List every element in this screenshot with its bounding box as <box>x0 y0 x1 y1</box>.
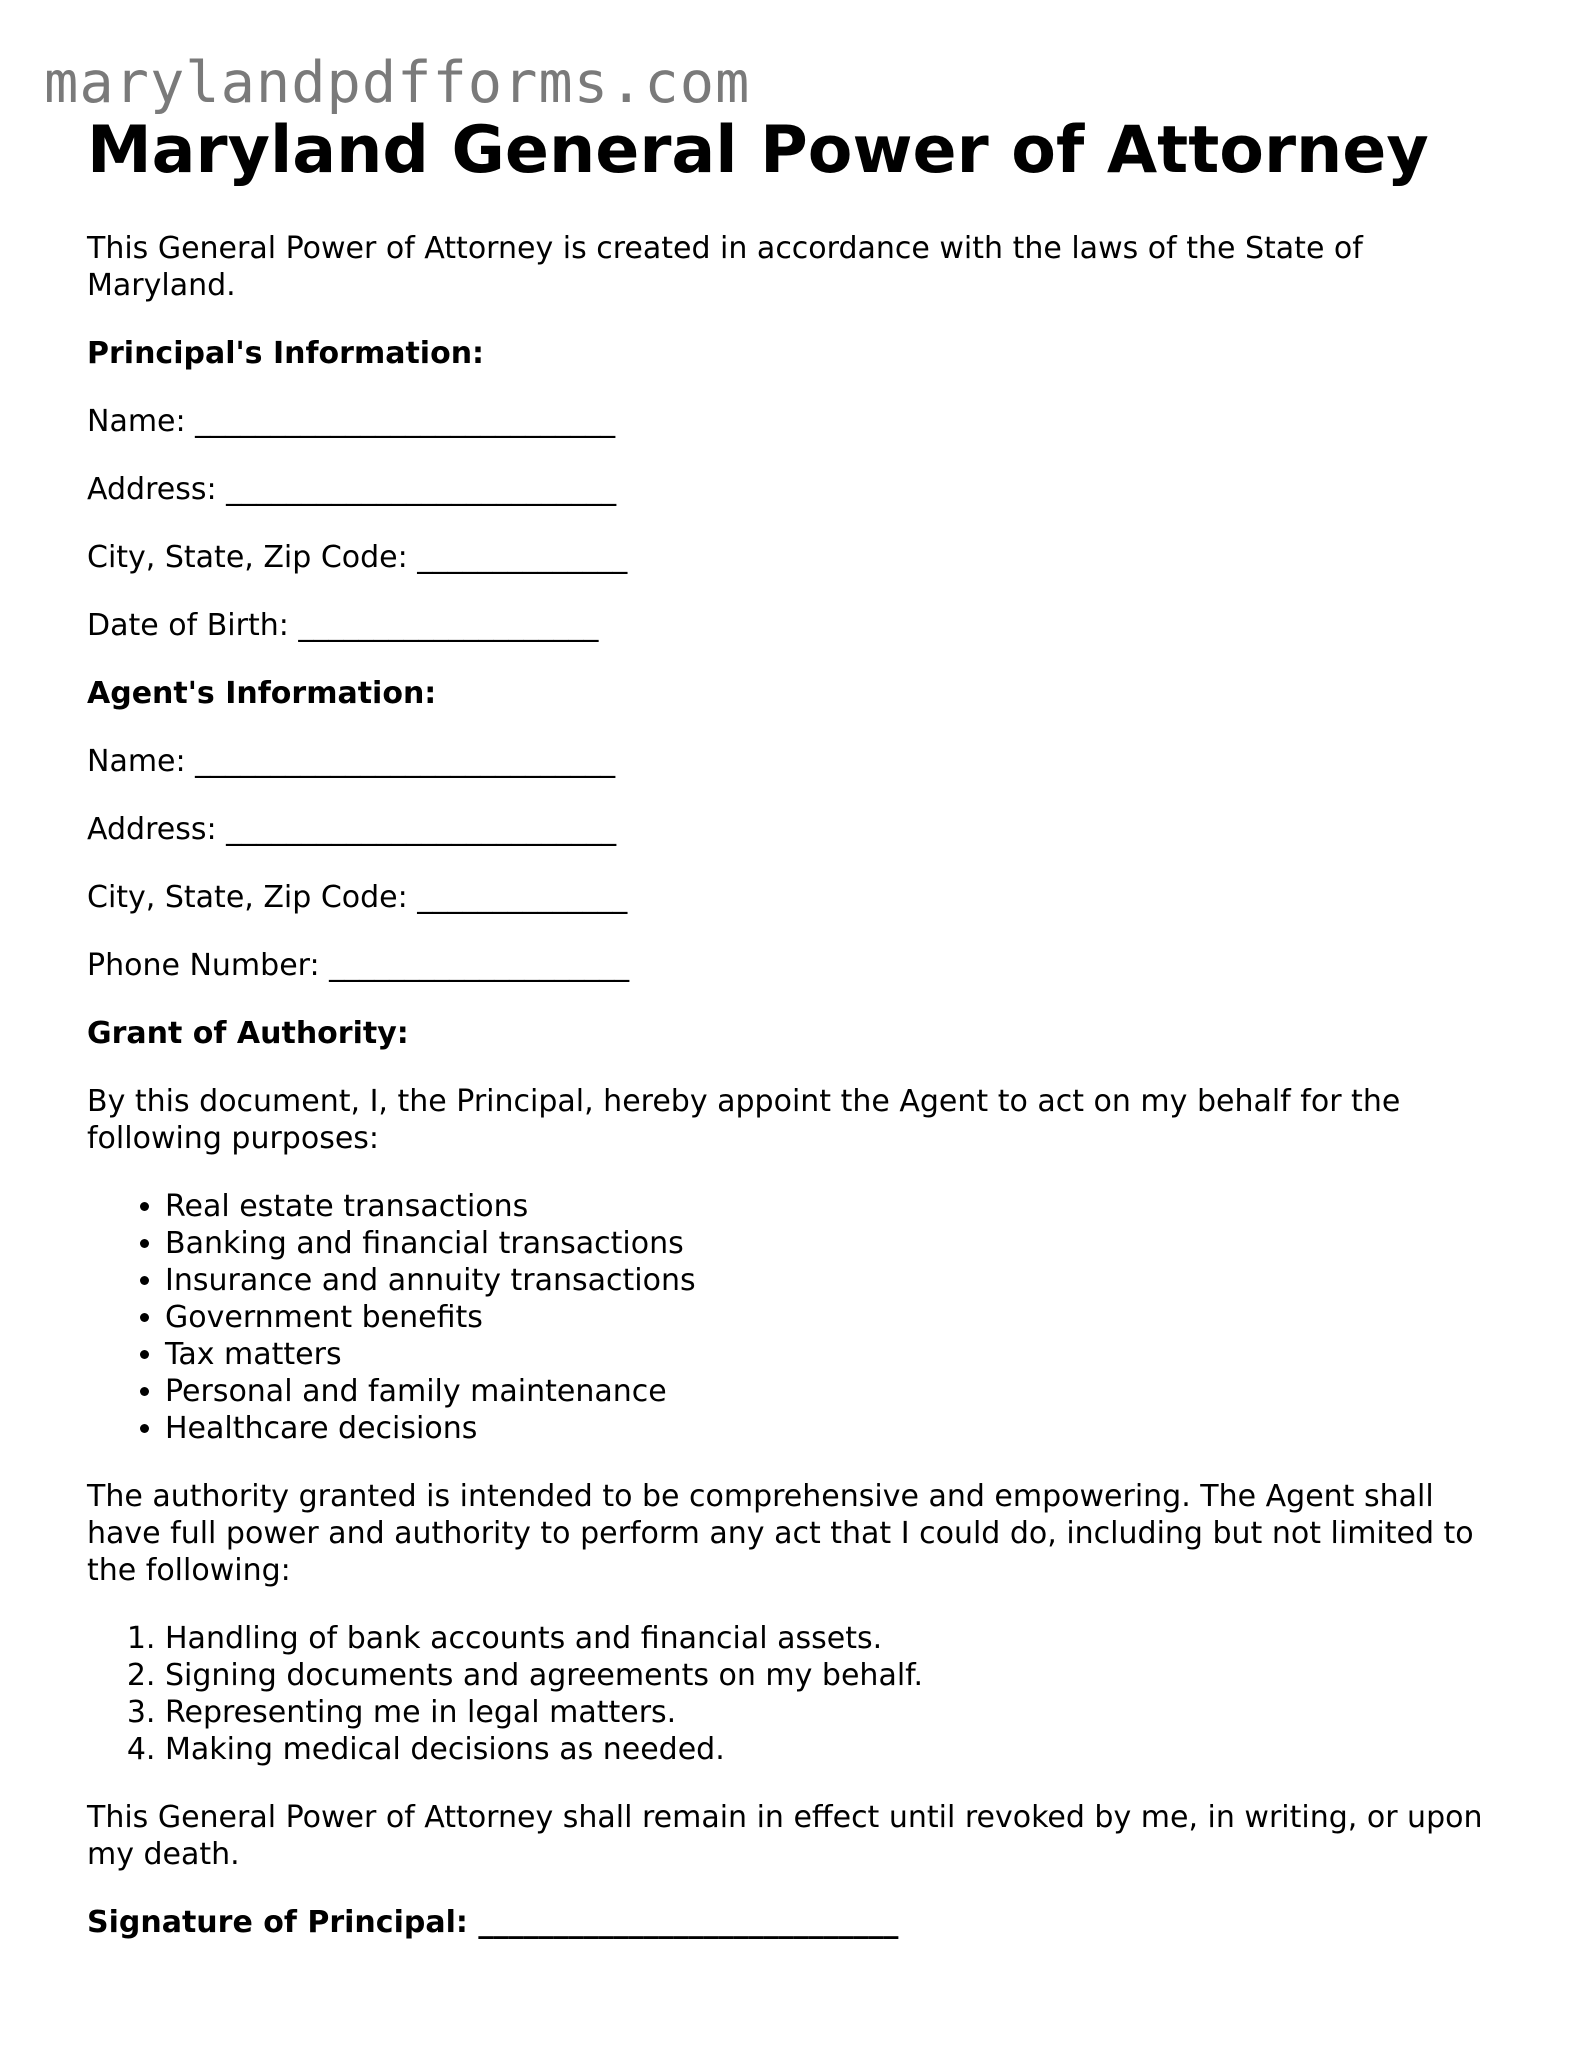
list-item: • Tax matters <box>165 1336 1507 1373</box>
agent-name-label: Name: <box>87 744 186 779</box>
document-body <box>87 110 1507 1941</box>
principal-dob-blank[interactable]: ____________________ <box>298 608 599 643</box>
list-item: • Personal and family maintenance <box>165 1373 1507 1410</box>
list-item: 2. Signing documents and agreements on my behalf. <box>165 1657 1507 1694</box>
list-item: • Real estate transactions <box>165 1188 1507 1225</box>
list-item: 1. Handling of bank accounts and financial assets. <box>165 1620 1507 1657</box>
list-item: 3. Representing me in legal matters. <box>165 1694 1507 1731</box>
document-title: Maryland General Power of Attorney <box>87 113 1429 188</box>
principal-address-label: Address: <box>87 472 217 507</box>
principal-city-label: City, State, Zip Code: <box>87 540 408 575</box>
list-item: • Government benefits <box>165 1299 1507 1336</box>
principal-dob-field <box>87 607 1507 644</box>
agent-city-blank[interactable]: ______________ <box>417 880 628 915</box>
agent-name-blank[interactable]: ____________________________ <box>195 744 616 779</box>
grant-paragraph-2: The authority granted is intended to be comprehensive and empowering. The Agent shall have full power and authority to perform any act that I could do, including but not limited to the following: <box>87 1479 1474 1588</box>
purposes-list <box>87 1188 1507 1447</box>
list-item: 4. Making medical decisions as needed. <box>165 1731 1507 1768</box>
principal-name-blank[interactable]: ____________________________ <box>195 404 616 439</box>
acts-list <box>87 1620 1507 1768</box>
principal-city-blank[interactable]: ______________ <box>417 540 628 575</box>
grant-paragraph-3: This General Power of Attorney shall remain in effect until revoked by me, in writing, or upon my death. <box>87 1800 1483 1872</box>
agent-address-label: Address: <box>87 812 217 847</box>
principal-signature-field <box>87 1904 1507 1941</box>
agent-address-field <box>87 811 1507 848</box>
agent-name-field <box>87 743 1507 780</box>
list-item: • Insurance and annuity transactions <box>165 1262 1507 1299</box>
principal-dob-label: Date of Birth: <box>87 608 289 643</box>
principal-address-blank[interactable]: __________________________ <box>226 472 617 507</box>
agent-city-label: City, State, Zip Code: <box>87 880 408 915</box>
list-item: • Banking and financial transactions <box>165 1225 1507 1262</box>
watermark: marylandpdfforms.com <box>44 50 751 116</box>
principal-city-field <box>87 539 1507 576</box>
principal-heading: Principal's Information: <box>87 336 485 371</box>
agent-address-blank[interactable]: __________________________ <box>226 812 617 847</box>
agent-phone-label: Phone Number: <box>87 948 320 983</box>
agent-city-field <box>87 879 1507 916</box>
agent-phone-blank[interactable]: ____________________ <box>329 948 630 983</box>
principal-name-label: Name: <box>87 404 186 439</box>
intro-paragraph: This General Power of Attorney is created in accordance with the laws of the State of Maryland. <box>87 231 1363 303</box>
list-item: • Healthcare decisions <box>165 1410 1507 1447</box>
grant-heading: Grant of Authority: <box>87 1016 409 1051</box>
signature-blank[interactable]: ____________________________ <box>478 1905 899 1940</box>
principal-address-field <box>87 471 1507 508</box>
agent-heading: Agent's Information: <box>87 676 437 711</box>
principal-name-field <box>87 403 1507 440</box>
agent-phone-field <box>87 947 1507 984</box>
signature-label: Signature of Principal: <box>87 1905 468 1940</box>
grant-paragraph-1: By this document, I, the Principal, hereby appoint the Agent to act on my behalf for the following purposes: <box>87 1084 1401 1156</box>
